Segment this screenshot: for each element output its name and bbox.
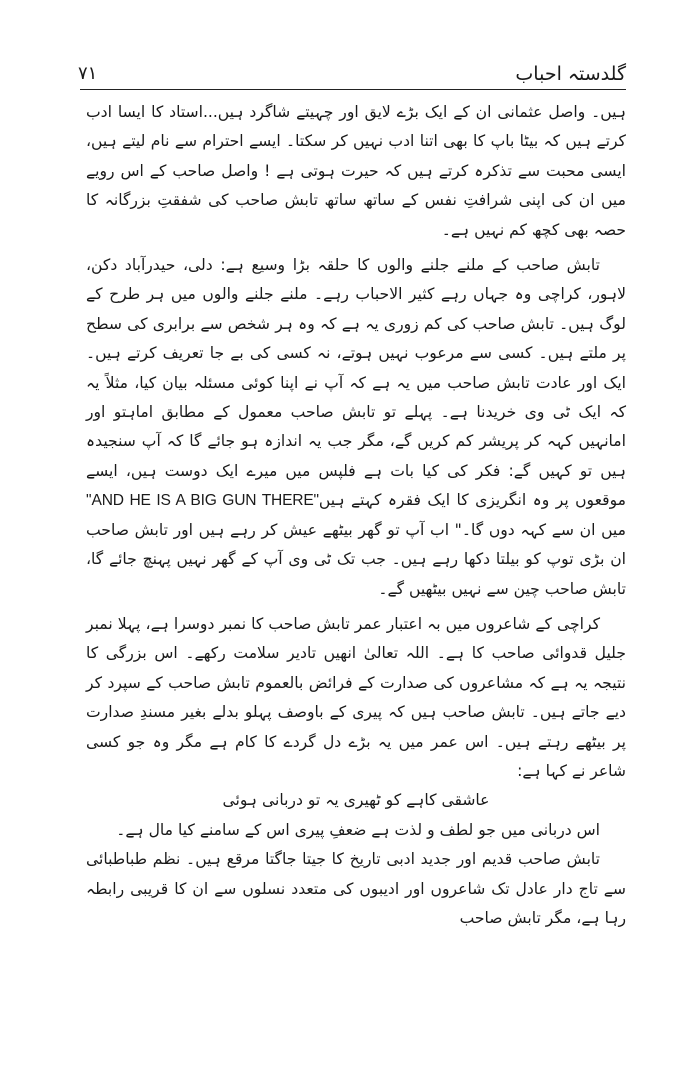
paragraph-2-text-a: تابش صاحب کے ملنے جلنے والوں کا حلقہ بڑا وسیع ہے: دلی، حیدرآباد دکن، لاہور، کراچی وہ جہاں رہے کثیر الاحباب رہے۔ ملنے جلنے والوں میں ہر طرح کے لوگ ہیں۔ تابش صاحب کی کم زوری یہ ہے کہ وہ ہر شخص سے برابری کی سطح پر ملتے ہیں۔ کسی سے مرعوب نہیں ہوتے، نہ کسی کی بے جا تعریف کرتے ہیں۔ ایک اور عادت تابش صاحب میں یہ ہے کہ آپ نے اپنا کوئی مسئلہ بیان کیا، مثلاً یہ کہ ایک ٹی وی خریدنا ہے۔ پہلے تو تابش صاحب معمول کے مطابق اماہتو اور امانہیں کہہ کر پریشر کم کریں گے، مگر جب یہ اندازہ ہو جائے گا کہ آپ سنجیدہ ہیں تو کہیں گے: فکر کی کیا بات ہے فلپس میں میرے ایک دوست ہیں، ایسے موقعوں پر وہ انگریزی کا ایک فقرہ کہتے ہیں	[86, 256, 627, 510]
book-title: گلدستہ احباب	[515, 63, 626, 85]
paragraph-2-text-b: میں ان سے کہہ دوں گا۔" اب آپ تو گھر بیٹھے عیش کر رہے ہیں اور تابش صاحب ان بڑی توپ کو بیلتا دکھا رہے ہیں۔ جب تک ٹی وی آپ کے گھر نہیں پہنچ جائے گا، تابش صاحب چین سے نہیں بیٹھیں گے۔	[86, 520, 626, 598]
running-header	[78, 62, 626, 88]
paragraph-4: اس دربانی میں جو لطف و لذت ہے ضعفِ پیری اس کے سامنے کیا مال ہے۔	[116, 820, 600, 839]
page-body	[86, 98, 626, 933]
paragraph-5: تابش صاحب قدیم اور جدید ادبی تاریخ کا جیتا جاگتا مرقع ہیں۔ نظم طباطبائی سے تاج دار عادل تک شاعروں اور ادیبوں کی متعدد نسلوں سے ان کا قریبی رابطہ رہا ہے، مگر تابش صاحب	[86, 850, 626, 927]
verse-line: عاشقی کاہے کو ٹھیری یہ تو دربانی ہوئی	[222, 791, 490, 810]
header-rule	[80, 89, 626, 90]
page-number: ٧١	[78, 63, 98, 84]
paragraph-2	[86, 251, 626, 604]
paragraph-3: کراچی کے شاعروں میں بہ اعتبار عمر تابش صاحب کا نمبر دوسرا ہے، پہلا نمبر جلیل قدوائی صاحب کا ہے۔ اللہ تعالیٰ انھیں تادیر سلامت رکھے۔ اس بزرگی کا نتیجہ یہ ہے کہ مشاعروں کی صدارت کے فرائض بالعموم تابش صاحب کے سپرد کر دیے جاتے ہیں۔ تابش صاحب ہیں کہ پیری کے باوصف پہلو بدلے بغیر مسندِ صدارت پر بیٹھے رہتے ہیں۔ اس عمر میں یہ بڑے دل گردے کا کام ہے مگر وہ جو کسی شاعر نے کہا ہے:	[86, 614, 626, 780]
english-quote: "AND HE IS A BIG GUN THERE"	[86, 492, 319, 510]
paragraph-1: ہیں۔ واصل عثمانی ان کے ایک بڑے لایق اور چہیتے شاگرد ہیں...استاد کا ایسا ادب کرتے ہیں کہ بیٹا باپ کا بھی اتنا ادب نہیں کر سکتا۔ ایسے احترام سے نام لیتے ہیں، ایسی محبت سے تذکرہ کرتے ہیں کہ حیرت ہوتی ہے ! واصل صاحب کے اس رویے میں ان کی اپنی شرافتِ نفس کے ساتھ ساتھ تابش صاحب کی شفقتِ بزرگانہ کا حصہ بھی کچھ کم نہیں ہے۔	[86, 103, 626, 239]
